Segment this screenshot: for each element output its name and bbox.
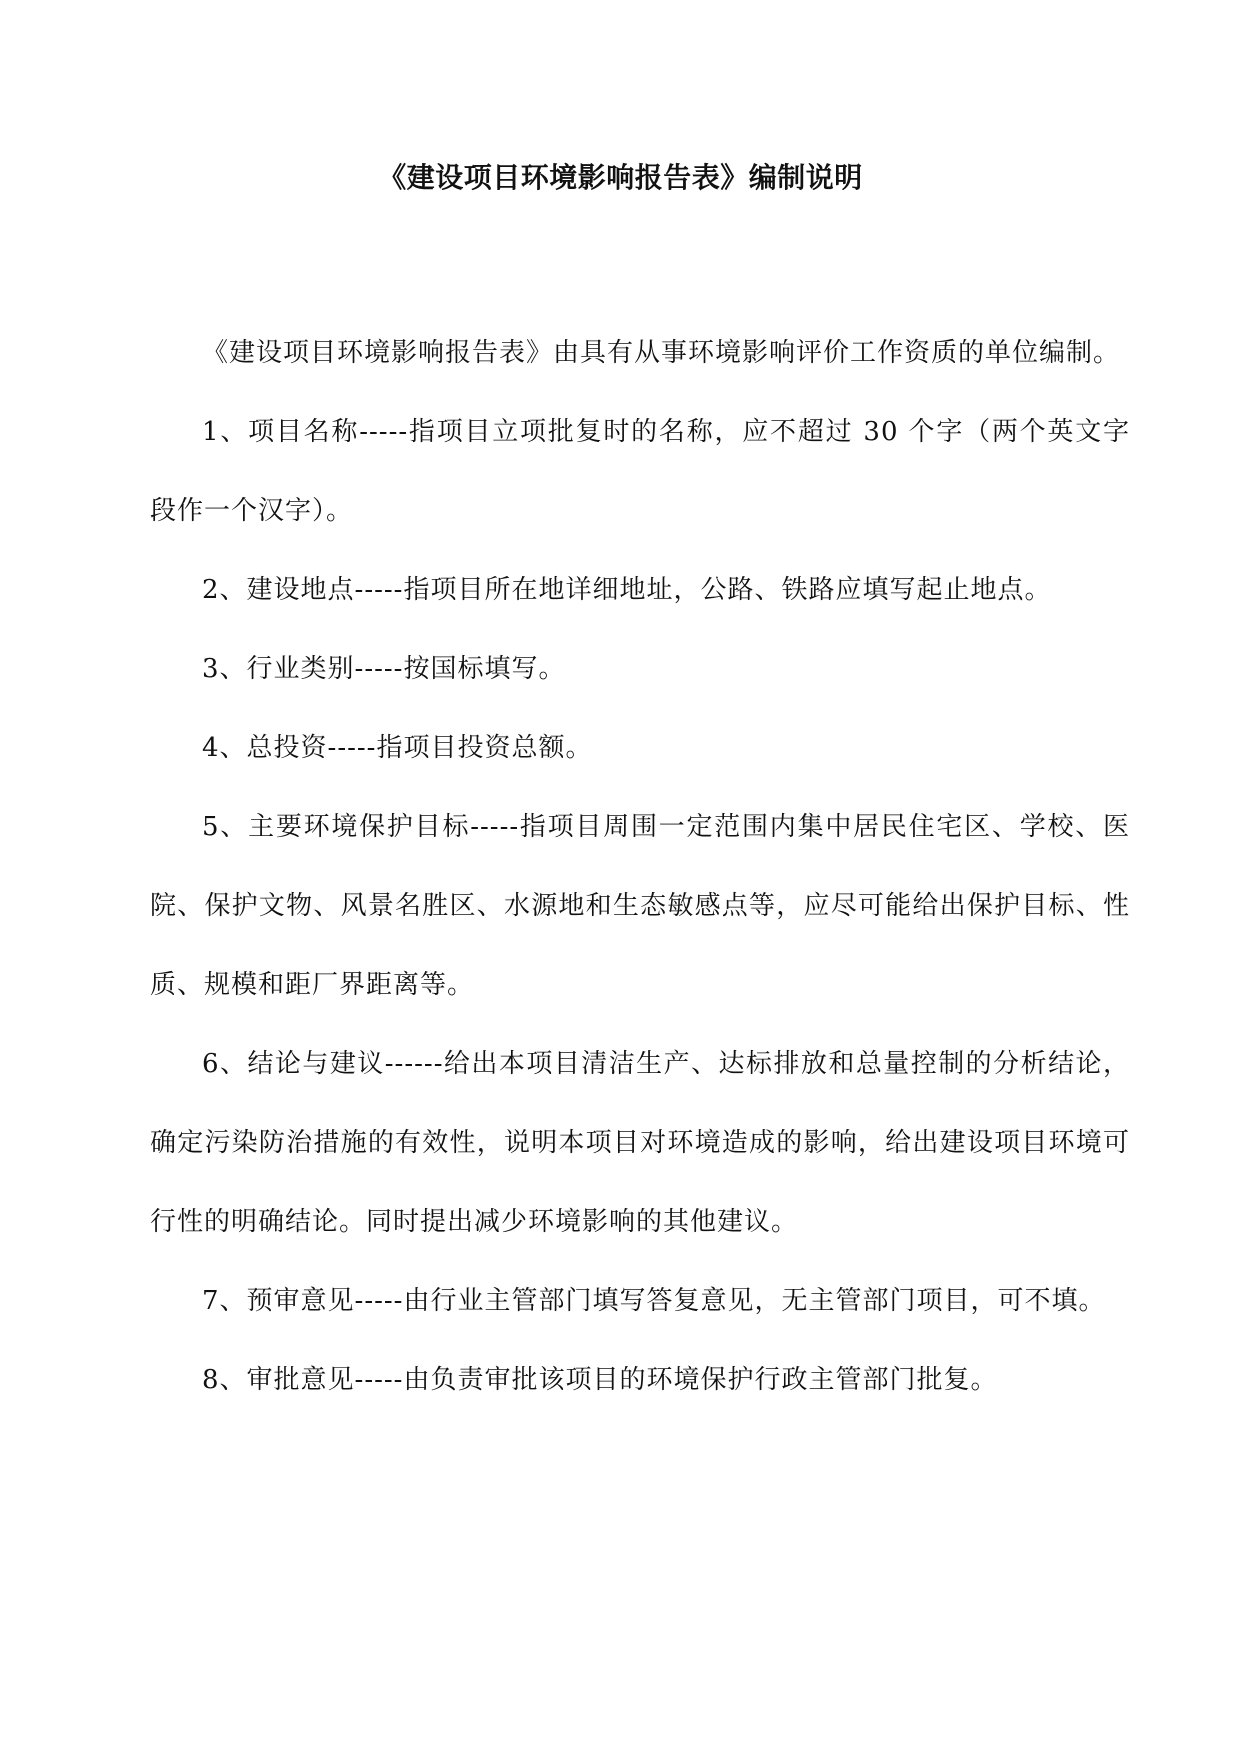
item-1-project-name: 1、项目名称-----指项目立项批复时的名称，应不超过 30 个字（两个英文字段作一个汉字）。 bbox=[150, 417, 1130, 526]
item-7-preliminary-review: 7、预审意见-----由行业主管部门填写答复意见，无主管部门项目，可不填。 bbox=[202, 1286, 1106, 1316]
item-8-approval-opinion: 8、审批意见-----由负责审批该项目的环境保护行政主管部门批复。 bbox=[202, 1365, 998, 1395]
item-6-conclusion: 6、结论与建议------给出本项目清洁生产、达标排放和总量控制的分析结论，确定污染防治措施的有效性，说明本项目对环境造成的影响，给出建设项目环境可行性的明确结论。同时提出减少环境影响的其他建议。 bbox=[150, 1049, 1130, 1237]
document-body bbox=[150, 314, 1130, 1420]
item-3-industry-category: 3、行业类别-----按国标填写。 bbox=[202, 654, 566, 684]
item-4-total-investment: 4、总投资-----指项目投资总额。 bbox=[202, 733, 593, 763]
page-title: 《建设项目环境影响报告表》编制说明 bbox=[378, 161, 863, 194]
intro-paragraph: 《建设项目环境影响报告表》由具有从事环境影响评价工作资质的单位编制。 bbox=[202, 338, 1121, 368]
item-5-protection-targets: 5、主要环境保护目标-----指项目周围一定范围内集中居民住宅区、学校、医院、保护文物、风景名胜区、水源地和生态敏感点等，应尽可能给出保护目标、性质、规模和距厂界距离等。 bbox=[150, 812, 1130, 1000]
item-2-construction-site: 2、建设地点-----指项目所在地详细地址，公路、铁路应填写起止地点。 bbox=[202, 575, 1052, 605]
